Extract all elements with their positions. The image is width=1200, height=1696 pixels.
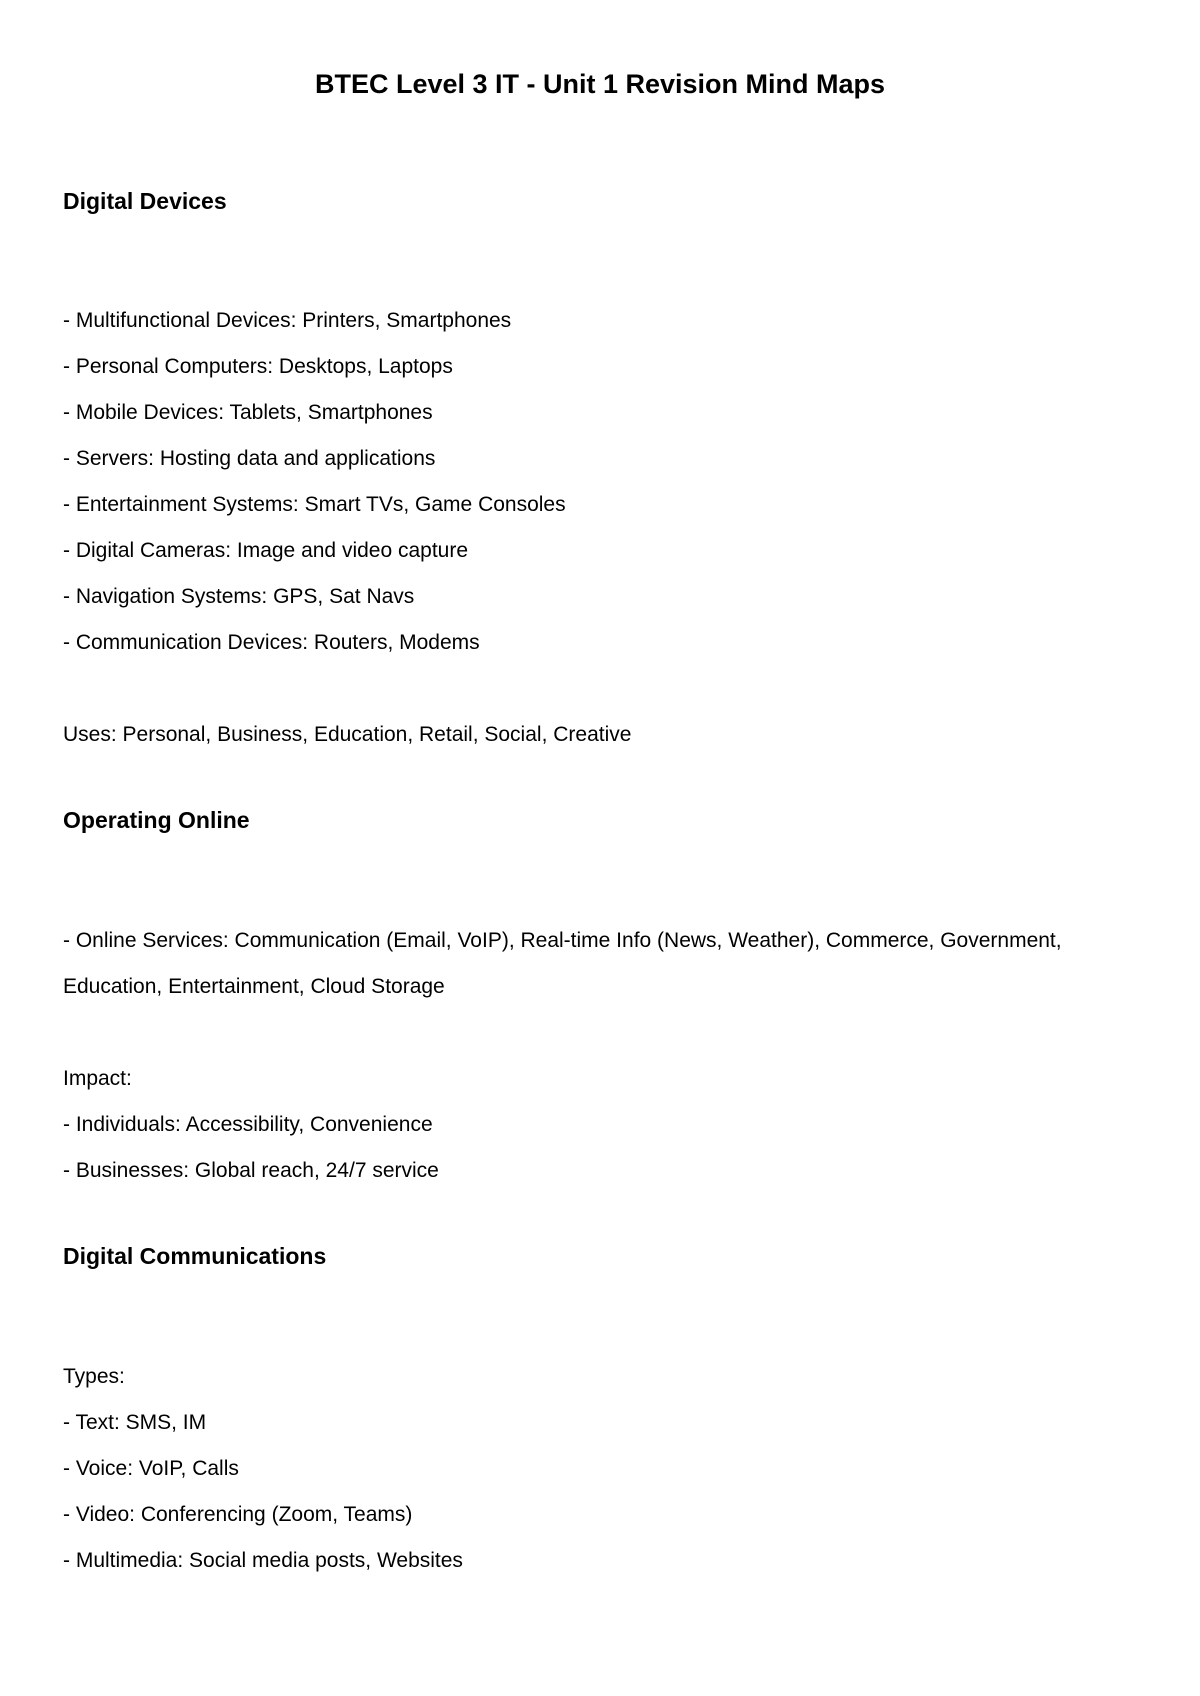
- list-item: - Communication Devices: Routers, Modems: [63, 631, 480, 654]
- list-item: - Servers: Hosting data and applications: [63, 447, 436, 470]
- list-item: - Digital Cameras: Image and video capture: [63, 539, 469, 562]
- list-item: - Entertainment Systems: Smart TVs, Game Consoles: [63, 493, 566, 516]
- types-label: Types:: [63, 1365, 125, 1388]
- online-services-line-continued: Education, Entertainment, Cloud Storage: [63, 975, 445, 998]
- list-item: - Navigation Systems: GPS, Sat Navs: [63, 585, 415, 608]
- list-item: - Multimedia: Social media posts, Websites: [63, 1549, 463, 1572]
- list-item: - Video: Conferencing (Zoom, Teams): [63, 1503, 413, 1526]
- uses-line: Uses: Personal, Business, Education, Retail, Social, Creative: [63, 723, 632, 746]
- list-item: - Text: SMS, IM: [63, 1411, 207, 1434]
- section-heading-digital-devices: Digital Devices: [63, 188, 227, 214]
- list-item: - Personal Computers: Desktops, Laptops: [63, 355, 453, 378]
- impact-label: Impact:: [63, 1067, 132, 1090]
- online-services-line: - Online Services: Communication (Email, VoIP), Real-time Info (News, Weather), Commerce, Government,: [63, 929, 1062, 952]
- list-item: - Voice: VoIP, Calls: [63, 1457, 239, 1480]
- list-item: - Multifunctional Devices: Printers, Smartphones: [63, 309, 512, 332]
- section-heading-operating-online: Operating Online: [63, 807, 250, 833]
- list-item: - Individuals: Accessibility, Convenience: [63, 1113, 433, 1136]
- list-item: - Mobile Devices: Tablets, Smartphones: [63, 401, 433, 424]
- section-heading-digital-communications: Digital Communications: [63, 1243, 327, 1269]
- document-title: BTEC Level 3 IT - Unit 1 Revision Mind Maps: [314, 69, 886, 99]
- list-item: - Businesses: Global reach, 24/7 service: [63, 1159, 439, 1182]
